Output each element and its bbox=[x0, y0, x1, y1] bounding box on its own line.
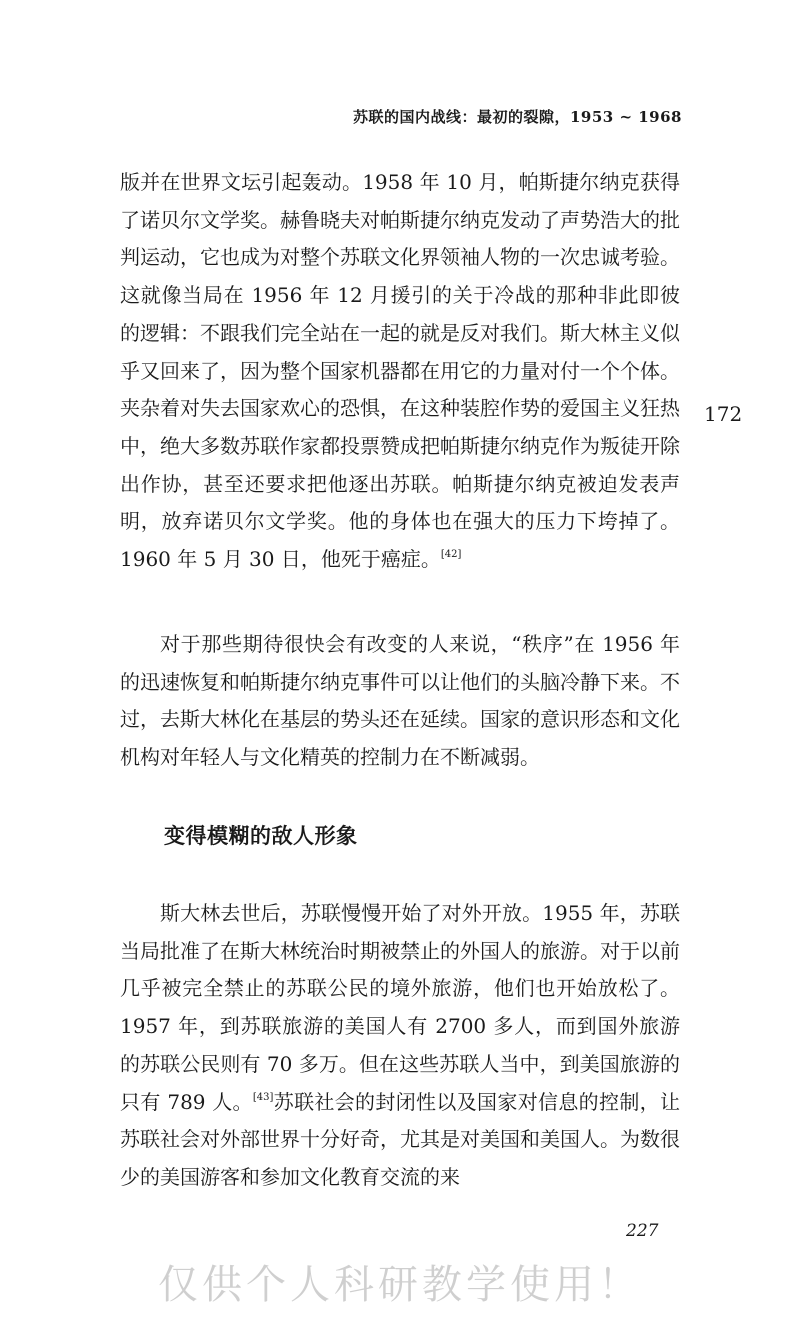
paragraph-1 bbox=[120, 164, 680, 579]
running-header: 苏联的国内战线：最初的裂隙，1953 ~ 1968 bbox=[352, 108, 682, 126]
paragraph-3 bbox=[120, 895, 680, 1197]
watermark: 仅供个人科研教学使用！ bbox=[158, 1262, 642, 1308]
footnote-ref-42[interactable]: [42] bbox=[440, 549, 462, 561]
footnote-ref-43[interactable]: [43] bbox=[252, 1091, 274, 1103]
paragraph-3-text-after: 苏联社会的封闭性以及国家对信息的控制，让苏联社会对外部世界十分好奇，尤其是对美国和美国人。为数很少的美国游客和参加文化教育交流的来 bbox=[120, 1089, 681, 1189]
margin-page-number: 172 bbox=[704, 402, 743, 426]
paragraph-2: 对于那些期待很快会有改变的人来说，“秩序”在 1956 年的迅速恢复和帕斯捷尔纳克事件可以让他们的头脑冷静下来。不过，去斯大林化在基层的势头还在延续。国家的意识形态和文化机构对年轻人与文化精英的控制力在不断减弱。 bbox=[120, 632, 680, 770]
page-number: 227 bbox=[626, 1221, 659, 1241]
paragraph-3-text-before: 斯大林去世后，苏联慢慢开始了对外开放。1955 年，苏联当局批准了在斯大林统治时期被禁止的外国人的旅游。对于以前几乎被完全禁止的苏联公民的境外旅游，他们也开始放松了。1957 年，到苏联旅游的美国人有 2700 多人，而到国外旅游的苏联公民则有 70 多万。但在这些苏联人当中，到美国旅游的只有 789 人。 bbox=[120, 901, 680, 1114]
paragraph-1-text: 版并在世界文坛引起轰动。1958 年 10 月，帕斯捷尔纳克获得了诺贝尔文学奖。赫鲁晓夫对帕斯捷尔纳克发动了声势浩大的批判运动，它也成为对整个苏联文化界领袖人物的一次忠诚考验。这就像当局在 1956 年 12 月援引的关于冷战的那种非此即彼的逻辑：不跟我们完全站在一起的就是反对我们。斯大林主义似乎又回来了，因为整个国家机器都在用它的力量对付一个个体。夹杂着对失去国家欢心的恐惧，在这种装腔作势的爱国主义狂热中，绝大多数苏联作家都投票赞成把帕斯捷尔纳克作为叛徒开除出作协，甚至还要求把他逐出苏联。帕斯捷尔纳克被迫发表声明，放弃诺贝尔文学奖。他的身体也在强大的压力下垮掉了。1960 年 5 月 30 日，他死于癌症。 bbox=[120, 170, 680, 572]
section-heading: 变得模糊的敌人形象 bbox=[164, 824, 358, 848]
